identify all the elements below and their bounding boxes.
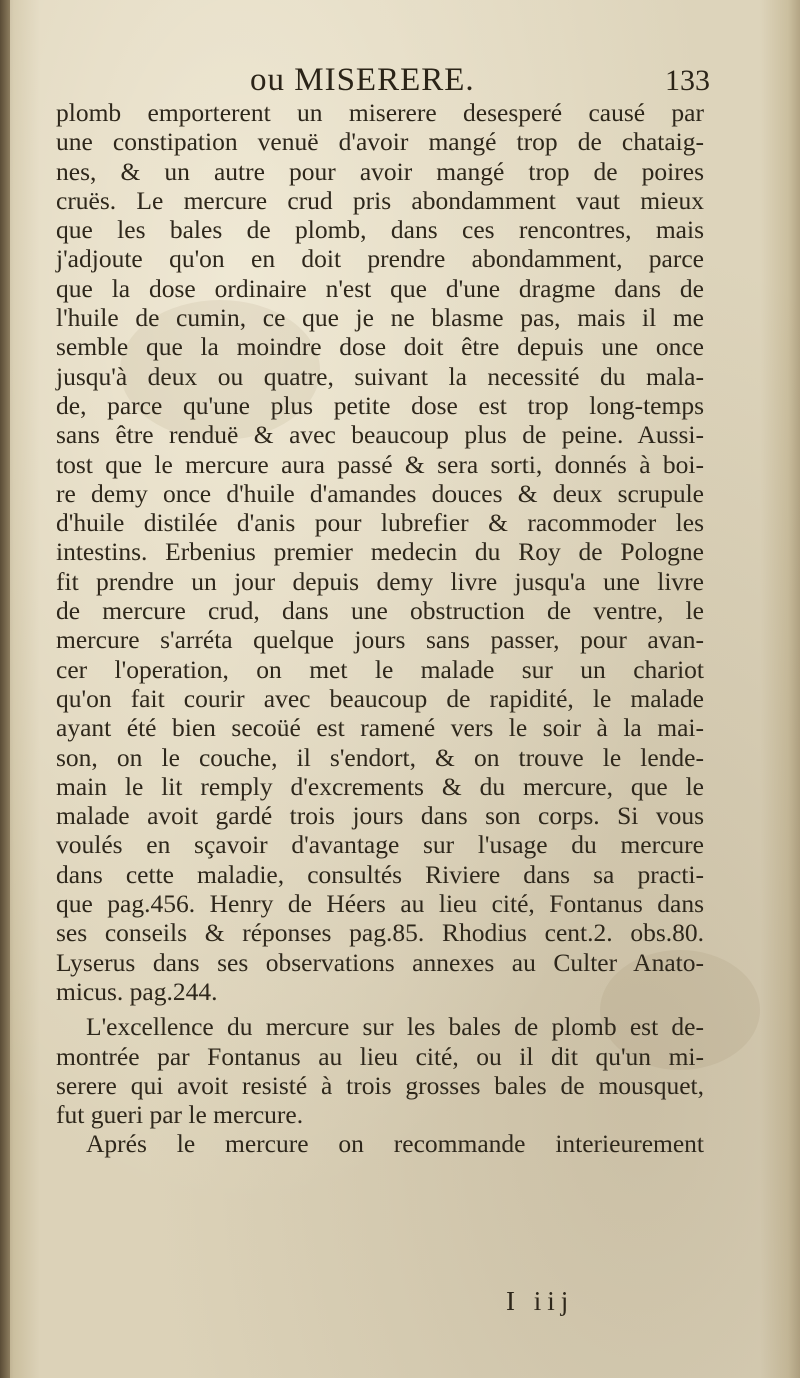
- text-line: ayant été bien secoüé est ramené vers le soir à la mai-: [56, 713, 704, 743]
- body-text: [56, 98, 704, 1159]
- text-line: cruës. Le mercure crud pris abondamment vaut mieux: [56, 185, 704, 215]
- text-line: L'excellence du mercure sur les bales de plomb est de-: [86, 1012, 704, 1042]
- text-line: que la dose ordinaire n'est que d'une dragme dans de: [56, 273, 704, 303]
- binding-gutter: [0, 0, 10, 1378]
- text-line: de, parce qu'une plus petite dose est trop long-temps: [56, 390, 704, 420]
- text-line: fut gueri par le mercure.: [56, 1100, 304, 1130]
- text-line: Lyserus dans ses observations annexes au Culter Anato-: [56, 947, 704, 977]
- text-line: dans cette maladie, consultés Riviere dans sa practi-: [56, 859, 704, 889]
- text-line: fit prendre un jour depuis demy livre jusqu'a une livre: [56, 566, 704, 596]
- running-title: ou MISERERE.: [250, 62, 475, 98]
- text-line: sans être renduë & avec beaucoup plus de peine. Aussi-: [56, 420, 704, 450]
- text-line: que les bales de plomb, dans ces rencontres, mais: [56, 215, 704, 245]
- text-line: serere qui avoit resisté à trois grosses bales de mousquet,: [56, 1070, 704, 1100]
- text-line: Aprés le mercure on recommande interieurement: [86, 1129, 704, 1159]
- text-line: malade avoit gardé trois jours dans son corps. Si vous: [56, 801, 704, 831]
- text-line: ses conseils & réponses pag.85. Rhodius cent.2. obs.80.: [56, 918, 704, 948]
- text-line: micus. pag.244.: [56, 976, 218, 1006]
- text-line: mercure s'arréta quelque jours sans passer, pour avan-: [56, 625, 704, 655]
- text-line: de mercure crud, dans une obstruction de ventre, le: [56, 596, 704, 626]
- text-line: semble que la moindre dose doit être depuis une once: [56, 332, 704, 362]
- text-line: d'huile distilée d'anis pour lubrefier & racommoder les: [56, 508, 704, 538]
- text-line: cer l'operation, on met le malade sur un chariot: [56, 654, 704, 684]
- text-line: main le lit remply d'excrements & du mercure, que le: [56, 771, 704, 801]
- text-line: re demy once d'huile d'amandes douces & deux scrupule: [56, 478, 704, 508]
- text-line: j'adjoute qu'on en doit prendre abondamment, parce: [56, 244, 704, 274]
- text-line: que pag.456. Henry de Héers au lieu cité, Fontanus dans: [56, 889, 704, 919]
- text-line: tost que le mercure aura passé & sera sorti, donnés à boi-: [56, 449, 704, 479]
- page-number: 133: [665, 64, 710, 97]
- text-line: plomb emporterent un miserere desesperé causé par: [56, 98, 704, 127]
- text-line: qu'on fait courir avec beaucoup de rapidité, le malade: [56, 683, 704, 713]
- text-line: nes, & un autre pour avoir mangé trop de poires: [56, 156, 704, 186]
- text-line: une constipation venuë d'avoir mangé trop de chataig-: [56, 127, 704, 157]
- text-line: intestins. Erbenius premier medecin du Roy de Pologne: [56, 537, 704, 567]
- signature-mark: I iij: [506, 1286, 575, 1316]
- text-line: montrée par Fontanus au lieu cité, ou il dit qu'un mi-: [56, 1041, 704, 1071]
- text-line: son, on le couche, il s'endort, & on trouve le lende-: [56, 742, 704, 772]
- text-line: jusqu'à deux ou quatre, suivant la necessité du mala-: [56, 361, 704, 391]
- text-line: l'huile de cumin, ce que je ne blasme pas, mais il me: [56, 303, 704, 333]
- text-line: voulés en sçavoir d'avantage sur l'usage du mercure: [56, 830, 704, 860]
